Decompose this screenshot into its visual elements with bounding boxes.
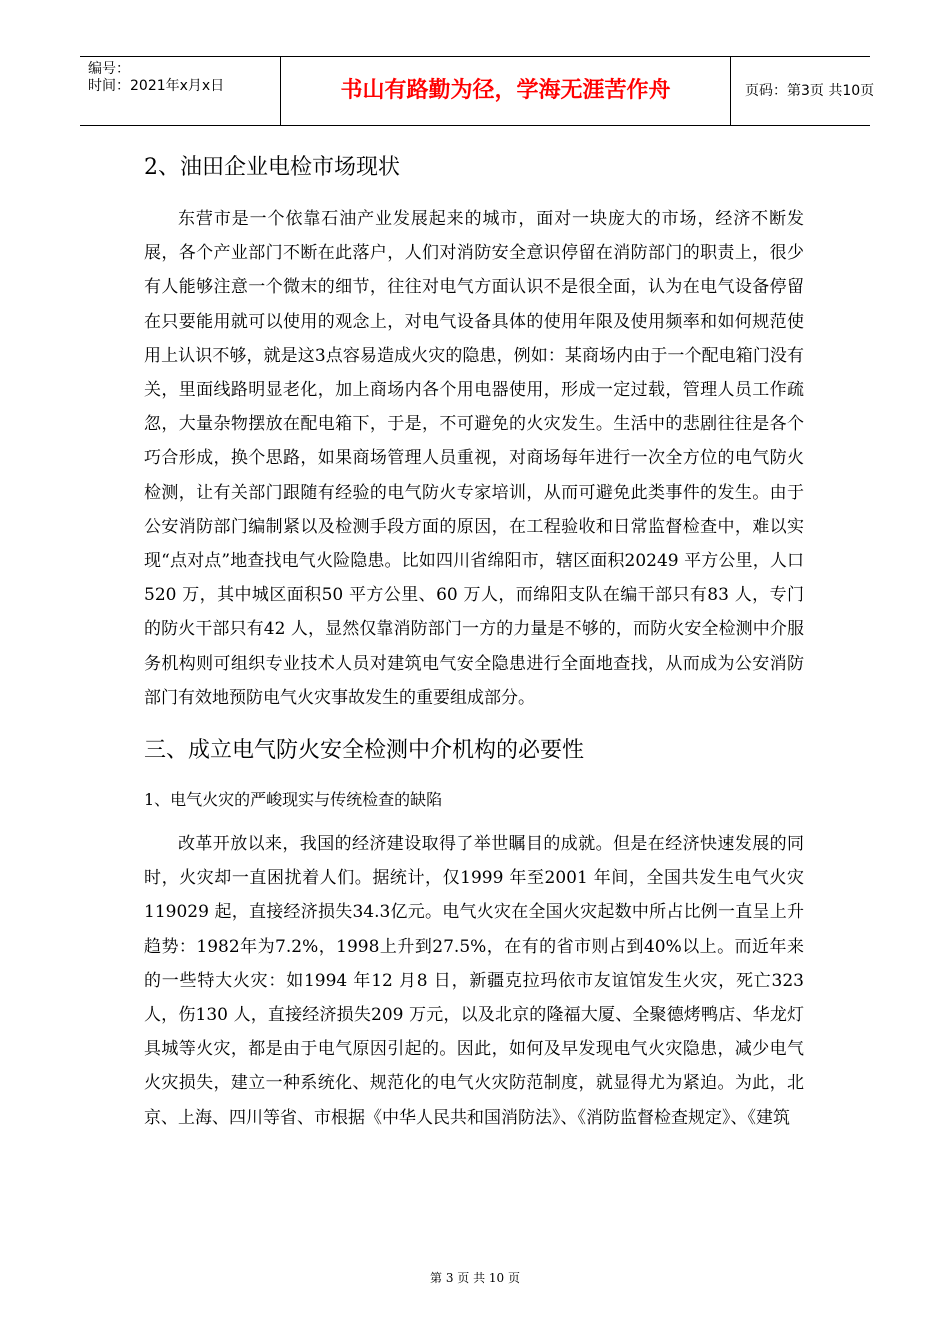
page-footer: 第 3 页 共 10 页 <box>430 1271 520 1285</box>
header-meta <box>80 57 281 125</box>
header-page-info: 页码：第3页 共10页 <box>745 83 875 99</box>
section-heading-necessity: 三、成立电气防火安全检测中介机构的必要性 <box>144 738 585 764</box>
paragraph-dongying: 东营市是一个依靠石油产业发展起来的城市，面对一块庞大的市场，经济不断发展，各个产业部门不断在此落户，人们对消防安全意识停留在消防部门的职责上，很少有人能够注意一个微末的细节，往往对电气方面认识不是很全面，认为在电气设备停留在只要能用就可以使用的观念上，对电气设备具体的使用年限及使用频率和如何规范使用上认识不够，就是这3点容易造成火灾的隐患，例如：某商场内由于一个配电箱门没有关，里面线路明显老化，加上商场内各个用电器使用，形成一定过载，管理人员工作疏忽，大量杂物摆放在配电箱下，于是，不可避免的火灾发生。生活中的悲剧往往是各个巧合形成，换个思路，如果商场管理人员重视，对商场每年进行一次全方位的电气防火检测，让有关部门跟随有经验的电气防火专家培训，从而可避免此类事件的发生。由于公安消防部门编制紧以及检测手段方面的原因，在工程验收和日常监督检查中，难以实现“点对点”地查找电气火险隐患。比如四川省绵阳市，辖区面积20249 平方公里，人口520 万，其中城区面积50 平方公里、60 万人，而绵阳支队在编干部只有83 人，专门的防火干部只有42 人，显然仅靠消防部门一方的力量是不够的，而防火安全检测中介服务机构则可组织专业技术人员对建筑电气安全隐患进行全面地查找，从而成为公安消防部门有效地预防电气火灾事故发生的重要组成部分。 <box>144 209 804 708</box>
section-heading-oilfield-market: 2、油田企业电检市场现状 <box>144 155 400 180</box>
document-time-label: 时间：2021年x月x日 <box>88 78 225 94</box>
document-number-label: 编号： <box>88 61 130 77</box>
paragraph-reform: 改革开放以来，我国的经济建设取得了举世瞩目的成就。但是在经济快速发展的同时，火灾却一直困扰着人们。据统计，仅1999 年至2001 年间，全国共发生电气火灾119029 起，直接经济损失34.3亿元。电气火灾在全国火灾起数中所占比例一直呈上升趋势：1982年为7.2%，1998上升到27.5%，在有的省市则占到40%以上。而近年来的一些特大火灾：如1994 年12 月8 日，新疆克拉玛依市友谊馆发生火灾，死亡323 人，伤130 人，直接经济损失209 万元，以及北京的隆福大厦、全聚德烤鸭店、华龙灯具城等火灾，都是由于电气原因引起的。因此，如何及早发现电气火灾隐患，减少电气火灾损失，建立一种系统化、规范化的电气火灾防范制度，就显得尤为紧迫。为此，北京、上海、四川等省、市根据《中华人民共和国消防法》、《消防监督检查规定》、《建筑 <box>144 834 804 1128</box>
subsection-heading-electrical-fire: 1、电气火灾的严峻现实与传统检查的缺陷 <box>144 790 443 810</box>
page-header <box>80 56 875 126</box>
header-motto: 书山有路勤为径，学海无涯苦作舟 <box>281 57 731 125</box>
document-body <box>144 148 804 1135</box>
